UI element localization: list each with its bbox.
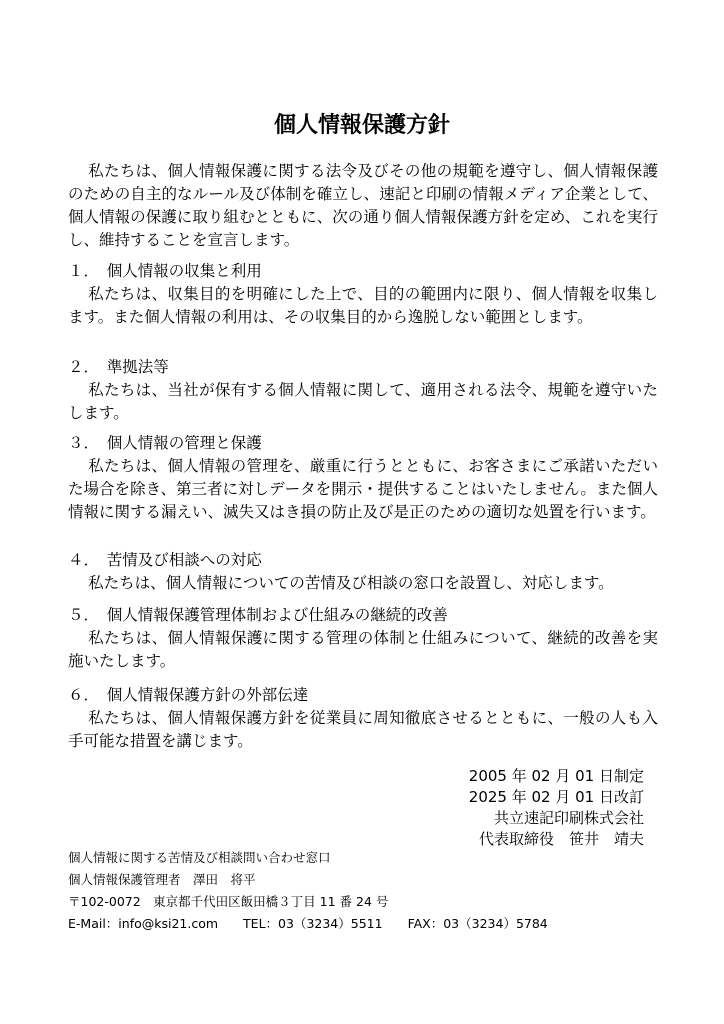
contact-address: 〒102-0072 東京都千代田区飯田橋３丁目 11 番 24 号 xyxy=(68,894,389,909)
section-text: 私たちは、個人情報保護に関する管理の体制と仕組みについて、継続的改善を実施いたします。 xyxy=(68,629,658,670)
section-text: 私たちは、個人情報についての苦情及び相談の窓口を設置し、対応します。 xyxy=(88,574,614,592)
section-6 xyxy=(68,684,658,753)
intro-paragraph: 私たちは、個人情報保護に関する法令及びその他の規範を遵守し、個人情報保護のための自主的なルール及び体制を確立し、速記と印刷の情報メディア企業として、個人情報の保護に取り組むとともに、次の通り個人情報保護方針を定め、これを実行し、維持することを宣言します。 xyxy=(68,162,658,249)
intro-block xyxy=(68,160,658,252)
section-text: 私たちは、個人情報の管理を、厳重に行うとともに、お客さまにご承諾いただいた場合を除き、第三者に対しデータを開示・提供することはいたしません。また個人情報に関する漏えい、滅失又はき損の防止及び是正のための適切な処置を行います。 xyxy=(68,457,658,521)
contact-block xyxy=(68,847,688,935)
representative-name: 代表取締役 笹井 靖夫 xyxy=(478,830,644,848)
section-1 xyxy=(68,260,658,329)
section-2 xyxy=(68,356,658,425)
section-3 xyxy=(68,432,658,524)
section-heading: ６． 個人情報保護方針の外部伝達 xyxy=(68,686,309,704)
section-text: 私たちは、当社が保有する個人情報に関して、適用される法令、規範を遵守いたします。 xyxy=(68,381,658,422)
section-5 xyxy=(68,604,658,673)
company-name: 共立速記印刷株式会社 xyxy=(493,809,644,827)
section-heading: ４． 苦情及び相談への対応 xyxy=(68,551,262,569)
section-text: 私たちは、収集目的を明確にした上で、目的の範囲内に限り、個人情報を収集します。また個人情報の利用は、その収集目的から逸脱しない範囲とします。 xyxy=(68,285,658,326)
contact-manager: 個人情報保護管理者 澤田 将平 xyxy=(68,872,256,887)
signature-block xyxy=(344,766,644,850)
contact-title: 個人情報に関する苦情及び相談問い合わせ窓口 xyxy=(68,850,331,865)
contact-line: E-Mail：info@ksi21.com TEL：03（3234）5511 FAX：03（3234）5784 xyxy=(68,916,548,931)
section-text: 私たちは、個人情報保護方針を従業員に周知徹底させるとともに、一般の人も入手可能な措置を講じます。 xyxy=(68,709,658,750)
established-date: 2005 年 02 月 01 日制定 xyxy=(468,767,644,785)
section-heading: ５． 個人情報保護管理体制および仕組みの継続的改善 xyxy=(68,606,448,624)
section-heading: ２． 準拠法等 xyxy=(68,358,169,376)
revised-date: 2025 年 02 月 01 日改訂 xyxy=(468,788,644,806)
section-4 xyxy=(68,549,658,595)
section-heading: ３． 個人情報の管理と保護 xyxy=(68,434,262,452)
document-title: 個人情報保護方針 xyxy=(273,113,450,138)
section-heading: １． 個人情報の収集と利用 xyxy=(68,262,262,280)
